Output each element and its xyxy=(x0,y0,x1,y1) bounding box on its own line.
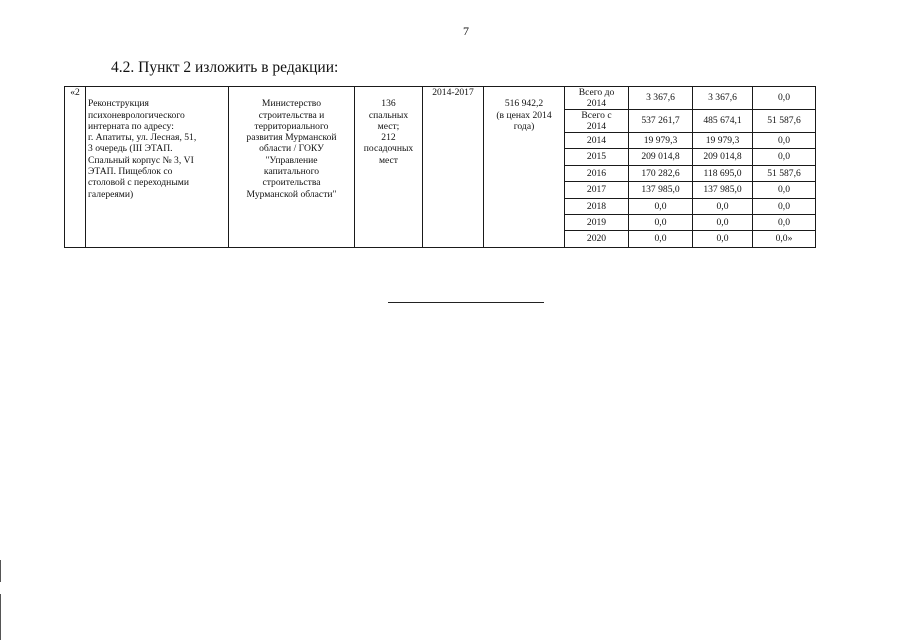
total-cell: 3 367,6 xyxy=(629,87,693,110)
object-name-cell xyxy=(86,87,229,248)
federal-cell: 0,0» xyxy=(753,231,816,247)
cost-cell xyxy=(484,87,565,248)
federal-cell: 0,0 xyxy=(753,182,816,198)
scan-edge-mark xyxy=(0,594,1,640)
federal-cell: 0,0 xyxy=(753,149,816,165)
year-cell: 2017 xyxy=(565,182,629,198)
table-row xyxy=(65,87,816,110)
regional-cell: 3 367,6 xyxy=(693,87,753,110)
row-number-cell xyxy=(65,87,86,248)
customer-name: Министерство строительства и территориального развития Мурманской области / ГОКУ "Управление капитального строительства Мурманской области" xyxy=(246,98,337,200)
year-cell: 2019 xyxy=(565,214,629,230)
federal-cell: 0,0 xyxy=(753,87,816,110)
total-cell: 0,0 xyxy=(629,214,693,230)
cost-text: 516 942,2 (в ценах 2014 года) xyxy=(496,98,552,132)
regional-cell: 0,0 xyxy=(693,231,753,247)
funding-table xyxy=(64,86,816,248)
period-cell xyxy=(423,87,484,248)
regional-cell: 19 979,3 xyxy=(693,133,753,149)
year-cell: 2014 xyxy=(565,133,629,149)
closing-rule xyxy=(388,302,544,303)
regional-cell: 137 985,0 xyxy=(693,182,753,198)
regional-cell: 209 014,8 xyxy=(693,149,753,165)
customer-cell xyxy=(229,87,355,248)
year-cell: 2018 xyxy=(565,198,629,214)
total-cell: 137 985,0 xyxy=(629,182,693,198)
capacity-text: 136 спальных мест; 212 посадочных мест xyxy=(363,98,414,166)
object-name: Реконструкция психоневрологического интерната по адресу: г. Апатиты, ул. Лесная, 51, 3 очередь (III ЭТАП. Спальный корпус № 3, VI ЭТАП. Пищеблок со столовой с переходными галереями) xyxy=(88,98,197,200)
regional-cell: 0,0 xyxy=(693,214,753,230)
federal-cell: 0,0 xyxy=(753,198,816,214)
year-cell: 2015 xyxy=(565,149,629,165)
federal-cell: 0,0 xyxy=(753,214,816,230)
section-heading: 4.2. Пункт 2 изложить в редакции: xyxy=(111,59,339,76)
year-cell: Всего до 2014 xyxy=(565,87,629,110)
federal-cell: 51 587,6 xyxy=(753,165,816,181)
total-cell: 0,0 xyxy=(629,198,693,214)
regional-cell: 118 695,0 xyxy=(693,165,753,181)
total-cell: 0,0 xyxy=(629,231,693,247)
capacity-cell xyxy=(355,87,423,248)
regional-cell: 485 674,1 xyxy=(693,110,753,133)
federal-cell: 51 587,6 xyxy=(753,110,816,133)
scan-edge-mark xyxy=(0,560,1,582)
row-number: «2 xyxy=(70,87,80,98)
period-text: 2014-2017 xyxy=(432,87,474,98)
total-cell: 170 282,6 xyxy=(629,165,693,181)
year-cell: 2020 xyxy=(565,231,629,247)
year-cell: 2016 xyxy=(565,165,629,181)
total-cell: 537 261,7 xyxy=(629,110,693,133)
year-cell: Всего с 2014 xyxy=(565,110,629,133)
regional-cell: 0,0 xyxy=(693,198,753,214)
page-number: 7 xyxy=(463,24,469,38)
total-cell: 19 979,3 xyxy=(629,133,693,149)
total-cell: 209 014,8 xyxy=(629,149,693,165)
federal-cell: 0,0 xyxy=(753,133,816,149)
